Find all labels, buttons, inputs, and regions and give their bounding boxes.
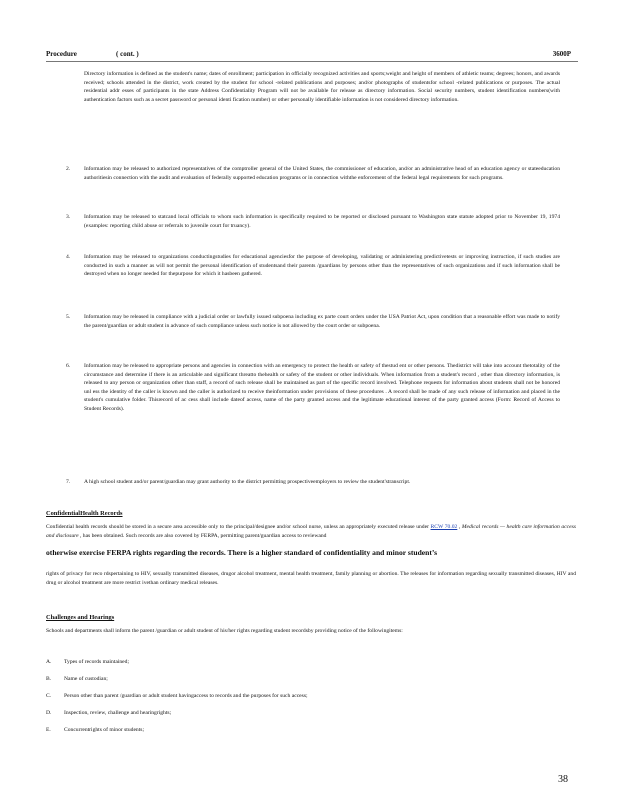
item-text: Information may be released to statcand local officials to whom such information is specifically required to be reported or disclosed pursuant to Washington state statute adopted prior to November 19, 1974 (examples: reporting child abuse or referrals to juvenile court for truancy). <box>84 214 560 229</box>
challenges-intro: Schools and departments shall inform the parent /guardian or adult student of his/her rights regarding student recordsby providing notice of the followingitems: <box>46 628 403 634</box>
item-text: Information may be released in compliance with a judicial order or lawfully issued subpoena including ex parte court orders under the USA Patriot Act, upon condition that a reasonable effort was made to notify the parent/guardian or adult student in advance of such compliance unless such notice is not allowed by the court order or subpoena. <box>84 314 560 329</box>
rcw-link[interactable]: RCW 70.02 <box>430 524 458 530</box>
confidential-health-paragraph <box>46 523 576 540</box>
item-number: 5. <box>66 314 71 320</box>
challenges-hearings-heading: Challenges and Hearings <box>46 614 115 621</box>
confidential-text-d: rights of privacy for reco rdspertaining to HIV, sexually transmitted diseases, drugor alcohol treatment, mental health treatment, family planning or abortion. The releases for information regarding sexually transmitted diseases, HIV and drug or alcohol treatment are more restrict ivethan ordinary medical releases. <box>46 571 576 586</box>
item-text: Information may be released to appropriate persons and agencies in connection with an emergency to protect the health or safety of thestud ent or other persons. Thedistrict will take into account thetotality of the circumstance and determine if there is an articulable and significant threatto thehealth or safety of the student or other individuals. When information from a student's record , other than directory information, is released to any person or organization other than staff, a record of such release shall be maintained as part of the specific record involved. Telephone requests for information about students shall not be honored unl ess the identity of the caller is known and the caller is authorized to receive theinformation under provisions of these procedures . A record shall be made of any such release of information and placed in the student's cumulative folder. Thisrecord of ac cess shall include dateof access, name of the party granted access and the legitimate educational interest of the party granted access (Form: Record of Access to Student Records). <box>84 363 560 412</box>
directory-information-paragraph: Directory information is defined as the student's name; dates of enrollment; participation in officially recognized activities and sports;weight and height of members of athletic teams; degrees; honors, and awards received; schools attended in the district, work created by the student for school -related publications and purposes; and/or photographs of studentsfor school -related publications or purposes. The actual residential addr esses of participants in the state Address Confidentiality Program will not be available for release as directory information. Social security numbers, student identification numbers(with authentication factors such as a secret password or personal identi fication number) or other personally identifiable information is not considered directory information. <box>84 71 560 103</box>
medical-records-title: , Medical records — health care information access and disclosure <box>46 524 576 539</box>
item-text: Information may be released to organizations conductingstudies for educational agenciesfor the purpose of developing, validating or administering predictivetests or improving instruction, if such studies are conducted in such a manner as will not permit the personal identification of studentsand their parents /guardians by persons other than the representatives of such organizations and if such information shall be destroyed when no longer needed for thepurpose for which it hasbeen gathered. <box>84 254 560 278</box>
confidential-health-records-heading: ConfidentialHealth Records <box>46 510 123 517</box>
item-number: 3. <box>66 214 71 220</box>
item-number: 4. <box>66 254 71 260</box>
document-page: Procedure ( cont. ) 3600P Directory information is defined as the student's name; dates of enrollment; participation in officially recognized activities and sports;weight and height of members of athletic teams; degrees; honors, and awards received; schools attended in the district, work created by the student for school -related publications and purposes; and/or photographs of studentsfor school -related publications or purposes. The actual residential addr esses of participants in the state Address Confidentiality Program will not be available for release as directory information. Social security numbers, student identification numbers(with authentication factors such as a secret password or personal identi fication number) or other personally identifiable information is not considered directory information. 2. Information may be released to authorized representatives of the comptroller general of the United States, the commissioner of education, and/or an administrative head of an education agency or stateeducation authoritiesin connection with the audit and evaluation of federally supported education programs or in connection withthe enforcement of the federal legal requirements for such programs. 3. Information may be released to statcand local officials to whom such information is specifically required to be reported or disclosed pursuant to Washington state statute adopted prior to November 19, 1974 (examples: reporting child abuse or referrals to juvenile court for truancy). 4. Information may be released to organizations conductingstudies for educational agenciesfor the purpose of developing, validating or administering predictivetests or improving instruction, if such studies are conducted in such a manner as will not permit the personal identification of studentsand their parents /guardians by persons other than the representatives of such organizations and if such information shall be destroyed when no longer needed for thepurpose for which it hasbeen gathered. 5. Information may be released in compliance with a judicial order or lawfully issued subpoena including ex parte court orders under the USA Patriot Act, upon condition that a reasonable effort was made to notify the parent/guardian or adult student in advance of such compliance unless such notice is not allowed by the court order or subpoena. 6. Information may be released to appropriate persons and agencies in connection with an emergency to protect the health or safety of thestud ent or other persons. Thedistrict will take into account thetotality of the circumstance and determine if there is an articulable and significant threatto thehealth or safety of the student or other individuals. When information from a student's record , other than directory information, is released to any person or organization other than staff, a record of such release shall be maintained as part of the specific record involved. Telephone requests for information about students shall not be honored unl ess the identity of the caller is known and the caller is authorized to receive theinformation under provisions of these procedures . A record shall be made of any such release of information and placed in the student's cumulative folder. Thisrecord of ac cess shall include dateof access, name of the party granted access and the legitimate educational interest of the party granted access (Form: Record of Access to Student Records). 7. A high school student and/or parent/guardian may grant authority to the district permitting prospectiveemployers to review the student'stranscript. ConfidentialHealth Records Confidential health records should be stored in a secure area accessible only to the principal/designee and/or school nurse, unless an appropriately executed release under RCW 70.02 , Medical records — health care information access and disclosure , has been obtained. Such records are also covered by FERPA, permitting parent/guardian access to reviewand otherwise exercise FERPA rights regarding the records. There is a higher standard of confidentiality and minor student’s rights of privacy for reco rdspertaining to HIV, sexually transmitted diseases, drugor alcohol treatment, mental health treatment, family planning or abortion. The releases for information regarding sexually transmitted diseases, HIV and drug or alcohol treatment are more restrict ivethan ordinary medical releases. Challenges and Hearings Schools and departments shall inform the parent /guardian or adult student of his/her rights regarding student recordsby providing notice of the followingitems: A. Types of records maintained; B. Name of custodian; C. Person other than parent /guardian or adult student havingaccess to records and the purposes for such access; D. Inspection, review, challenge and hearingrights; E. Concurrentrights of minor students; 38 <box>46 50 576 785</box>
page-number: 38 <box>558 774 568 785</box>
item-number: 6. <box>66 363 71 369</box>
item-number: 2. <box>66 166 71 172</box>
procedure-label: Procedure <box>46 50 77 58</box>
item-text: A high school student and/or parent/guardian may grant authority to the district permitting prospectiveemployers to review the student'stranscript. <box>84 479 411 485</box>
item-number: 7. <box>66 479 71 485</box>
ferpa-bold-statement: otherwise exercise FERPA rights regarding the records. There is a higher standard of confidentiality and minor student’s <box>46 548 438 557</box>
header-rule <box>46 61 578 62</box>
confidential-text-c: , has been obtained. Such records are also covered by FERPA, permitting parent/guardian access to reviewand <box>79 532 327 539</box>
continued-label: ( cont. ) <box>116 50 139 58</box>
procedure-code: 3600P <box>552 50 571 58</box>
item-text: Information may be released to authorized representatives of the comptroller general of the United States, the commissioner of education, and/or an administrative head of an education agency or stateeducation authoritiesin connection with the audit and evaluation of federally supported education programs or in connection withthe enforcement of the federal legal requirements for such programs. <box>84 166 560 181</box>
confidential-text-a: Confidential health records should be stored in a secure area accessible only to the principal/designee and/or school nurse, unless an appropriately executed release under <box>46 524 429 530</box>
